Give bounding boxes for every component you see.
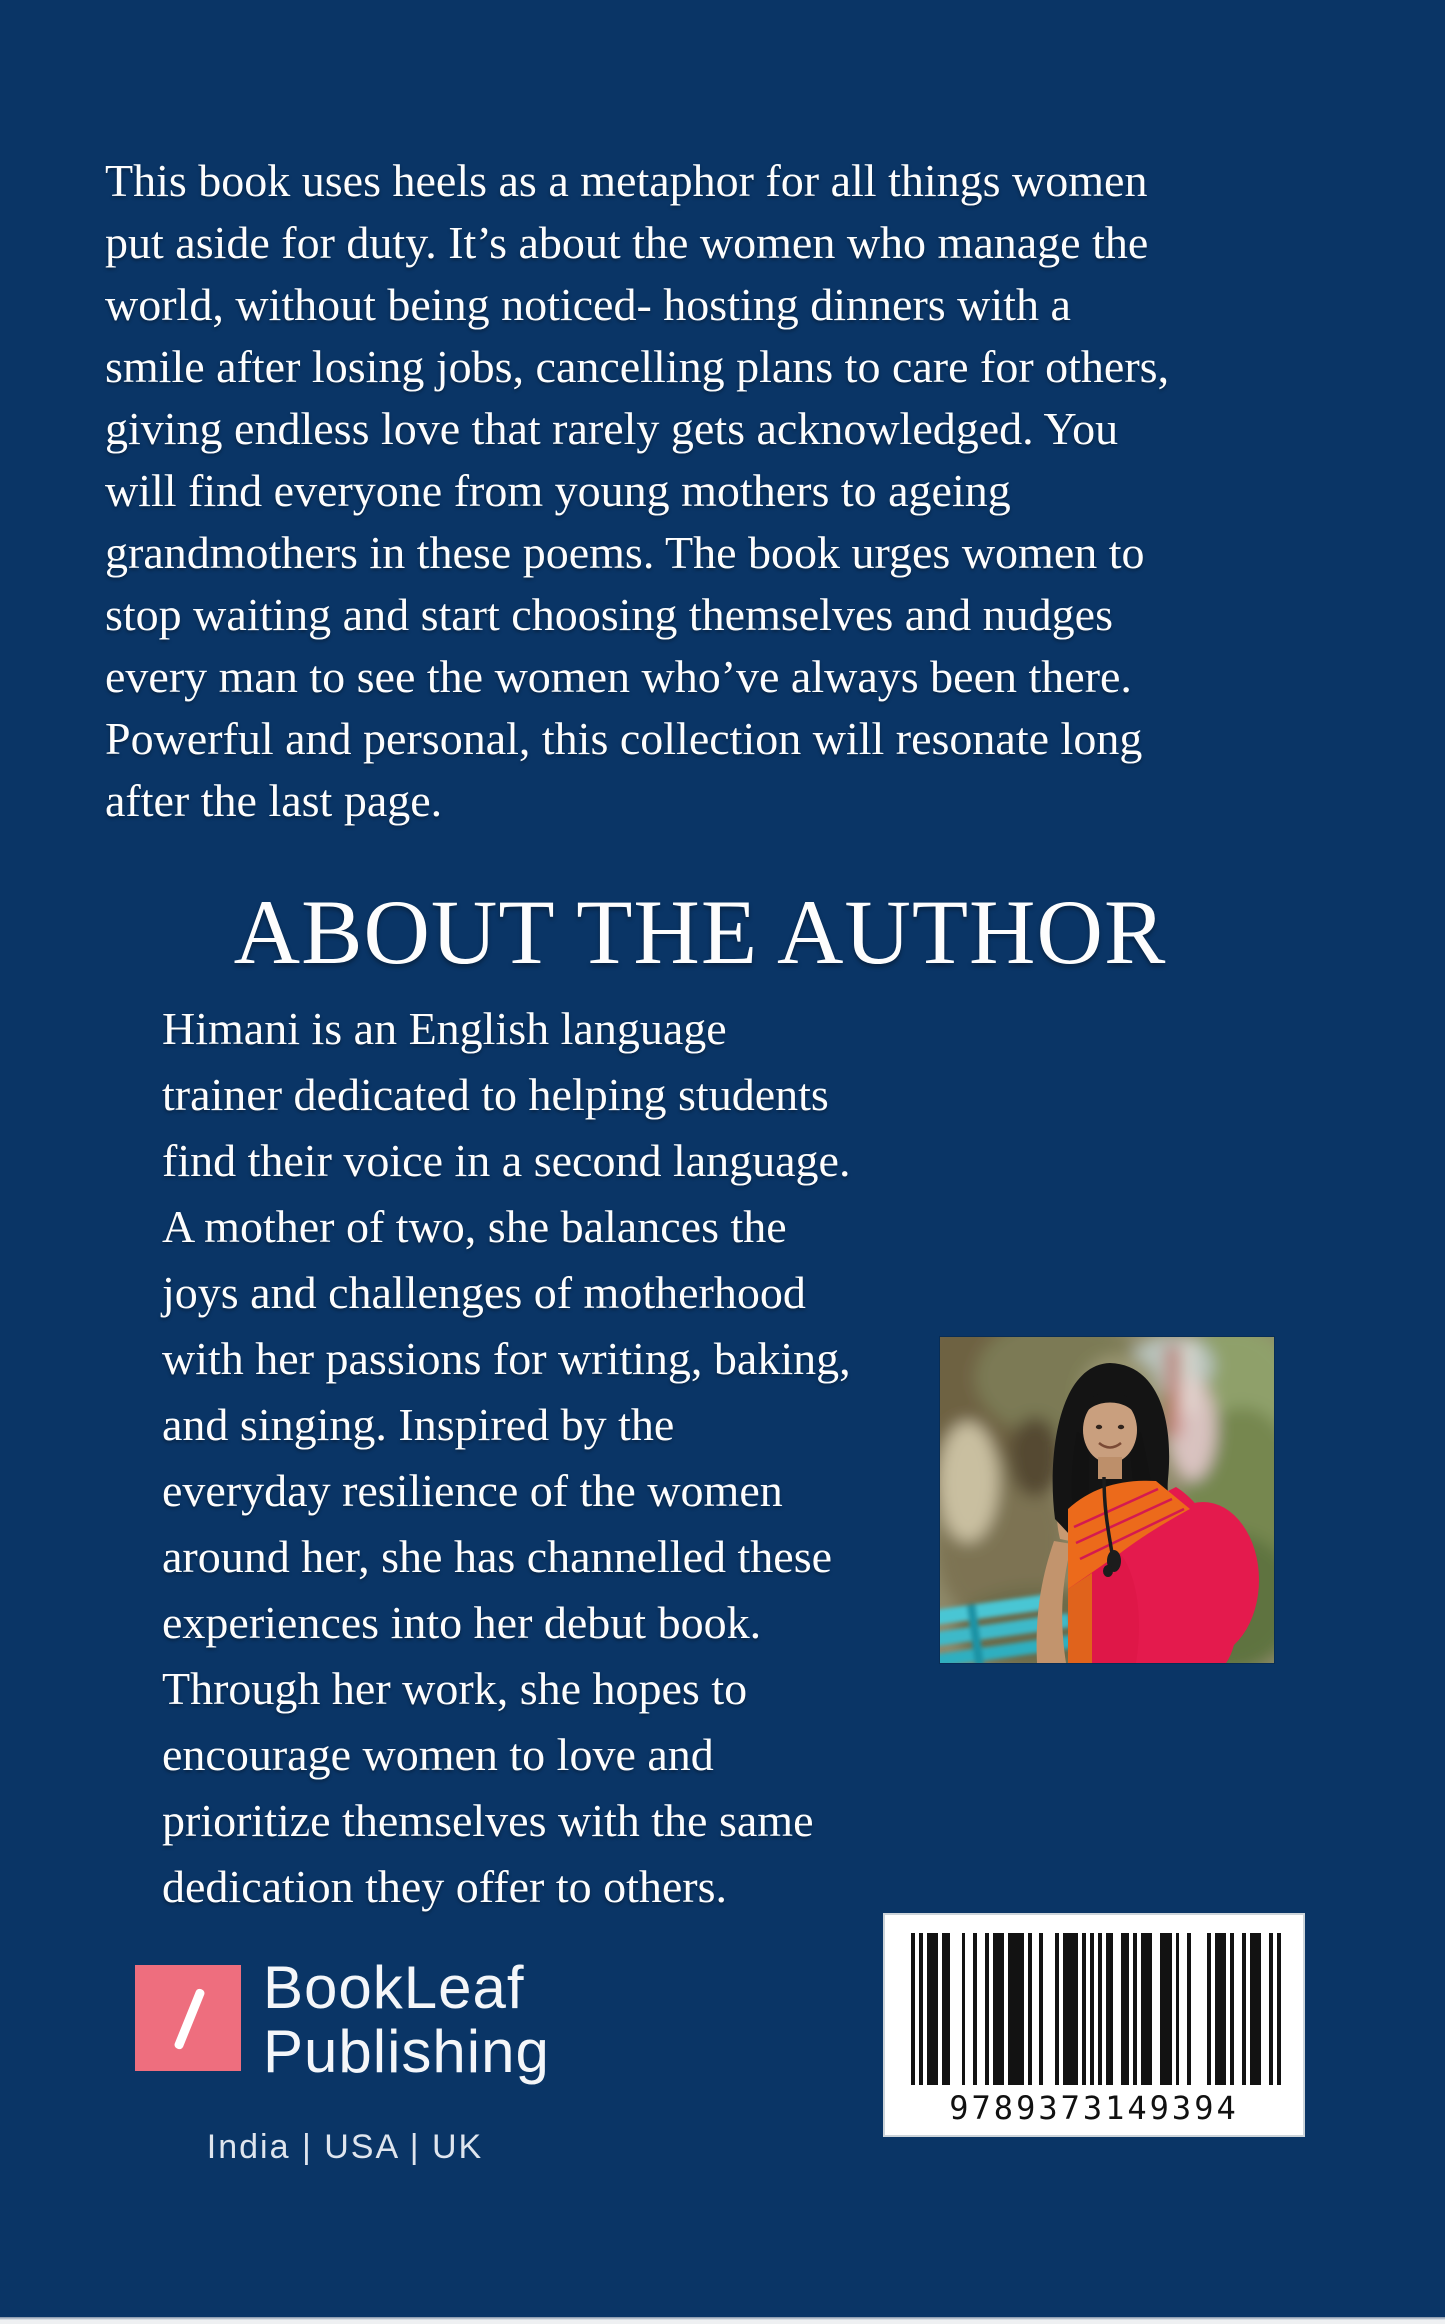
author-bio <box>162 996 962 1920</box>
bookleaf-logo <box>135 1965 241 2071</box>
barcode-bar <box>993 1933 1005 2085</box>
author-portrait-illustration <box>940 1337 1274 1663</box>
text-line: Himani is an English language <box>162 1003 727 1054</box>
publisher-name <box>263 1956 550 2084</box>
barcode-bars <box>911 1933 1281 2085</box>
barcode-gap <box>1191 1933 1207 2085</box>
about-the-author-heading: ABOUT THE AUTHOR <box>233 881 1167 983</box>
publisher-regions: India | USA | UK <box>206 2128 484 2166</box>
text-line: experiences into her debut book. <box>162 1597 762 1648</box>
publisher-name-line1: BookLeaf <box>263 1954 525 2021</box>
barcode-bar <box>942 1933 950 2085</box>
text-line: prioritize themselves with the same <box>162 1795 814 1846</box>
barcode-bar <box>1277 1933 1281 2085</box>
barcode-gap <box>1113 1933 1121 2085</box>
barcode-gap <box>1043 1933 1055 2085</box>
book-blurb <box>105 150 1415 832</box>
text-line: A mother of two, she balances the <box>162 1201 787 1252</box>
barcode-gap <box>977 1933 985 2085</box>
barcode-bar <box>1106 1933 1114 2085</box>
barcode-gap <box>1032 1933 1040 2085</box>
barcode-gap <box>1152 1933 1160 2085</box>
barcode-bar <box>927 1933 939 2085</box>
barcode-gap <box>1234 1933 1242 2085</box>
text-line: Through her work, she hopes to <box>162 1663 748 1714</box>
isbn-number: 9789373149394 <box>949 2089 1239 2127</box>
barcode-gap <box>1179 1933 1187 2085</box>
text-line: grandmothers in these poems. The book urges women to <box>105 527 1145 578</box>
author-photo <box>940 1337 1274 1663</box>
barcode-bar <box>1063 1933 1079 2085</box>
text-line: encourage women to love and <box>162 1729 714 1780</box>
logo-slash-icon <box>173 1988 205 2051</box>
text-line: after the last page. <box>105 775 443 826</box>
cover-bottom-edge <box>0 2317 1445 2324</box>
barcode-bar <box>1215 1933 1227 2085</box>
text-line: every man to see the women who’ve always been there. <box>105 651 1132 702</box>
barcode-gap <box>950 1933 962 2085</box>
text-line: stop waiting and start choosing themselves and nudges <box>105 589 1114 640</box>
text-line: find their voice in a second language. <box>162 1135 851 1186</box>
barcode <box>883 1913 1305 2137</box>
barcode-bar <box>1160 1933 1172 2085</box>
publisher-name-line2: Publishing <box>263 2018 550 2085</box>
barcode-bar <box>1008 1933 1024 2085</box>
text-line: Powerful and personal, this collection will resonate long <box>105 713 1143 764</box>
text-line: and singing. Inspired by the <box>162 1399 675 1450</box>
barcode-bar <box>1141 1933 1153 2085</box>
text-line: put aside for duty. It’s about the women who manage the <box>105 217 1149 268</box>
text-line: around her, she has channelled these <box>162 1531 833 1582</box>
text-line: giving endless love that rarely gets acknowledged. You <box>105 403 1119 454</box>
text-line: dedication they offer to others. <box>162 1861 728 1912</box>
barcode-gap <box>1261 1933 1269 2085</box>
text-line: everyday resilience of the women <box>162 1465 783 1516</box>
text-line: with her passions for writing, baking, <box>162 1333 851 1384</box>
barcode-bar <box>1250 1933 1262 2085</box>
barcode-gap <box>965 1933 973 2085</box>
barcode-bar <box>1121 1933 1129 2085</box>
text-line: will find everyone from young mothers to ageing <box>105 465 1011 516</box>
text-line: joys and challenges of motherhood <box>162 1267 806 1318</box>
text-line: This book uses heels as a metaphor for all things women <box>105 155 1148 206</box>
text-line: world, without being noticed- hosting dinners with a <box>105 279 1071 330</box>
text-line: smile after losing jobs, cancelling plans to care for others, <box>105 341 1170 392</box>
text-line: trainer dedicated to helping students <box>162 1069 829 1120</box>
